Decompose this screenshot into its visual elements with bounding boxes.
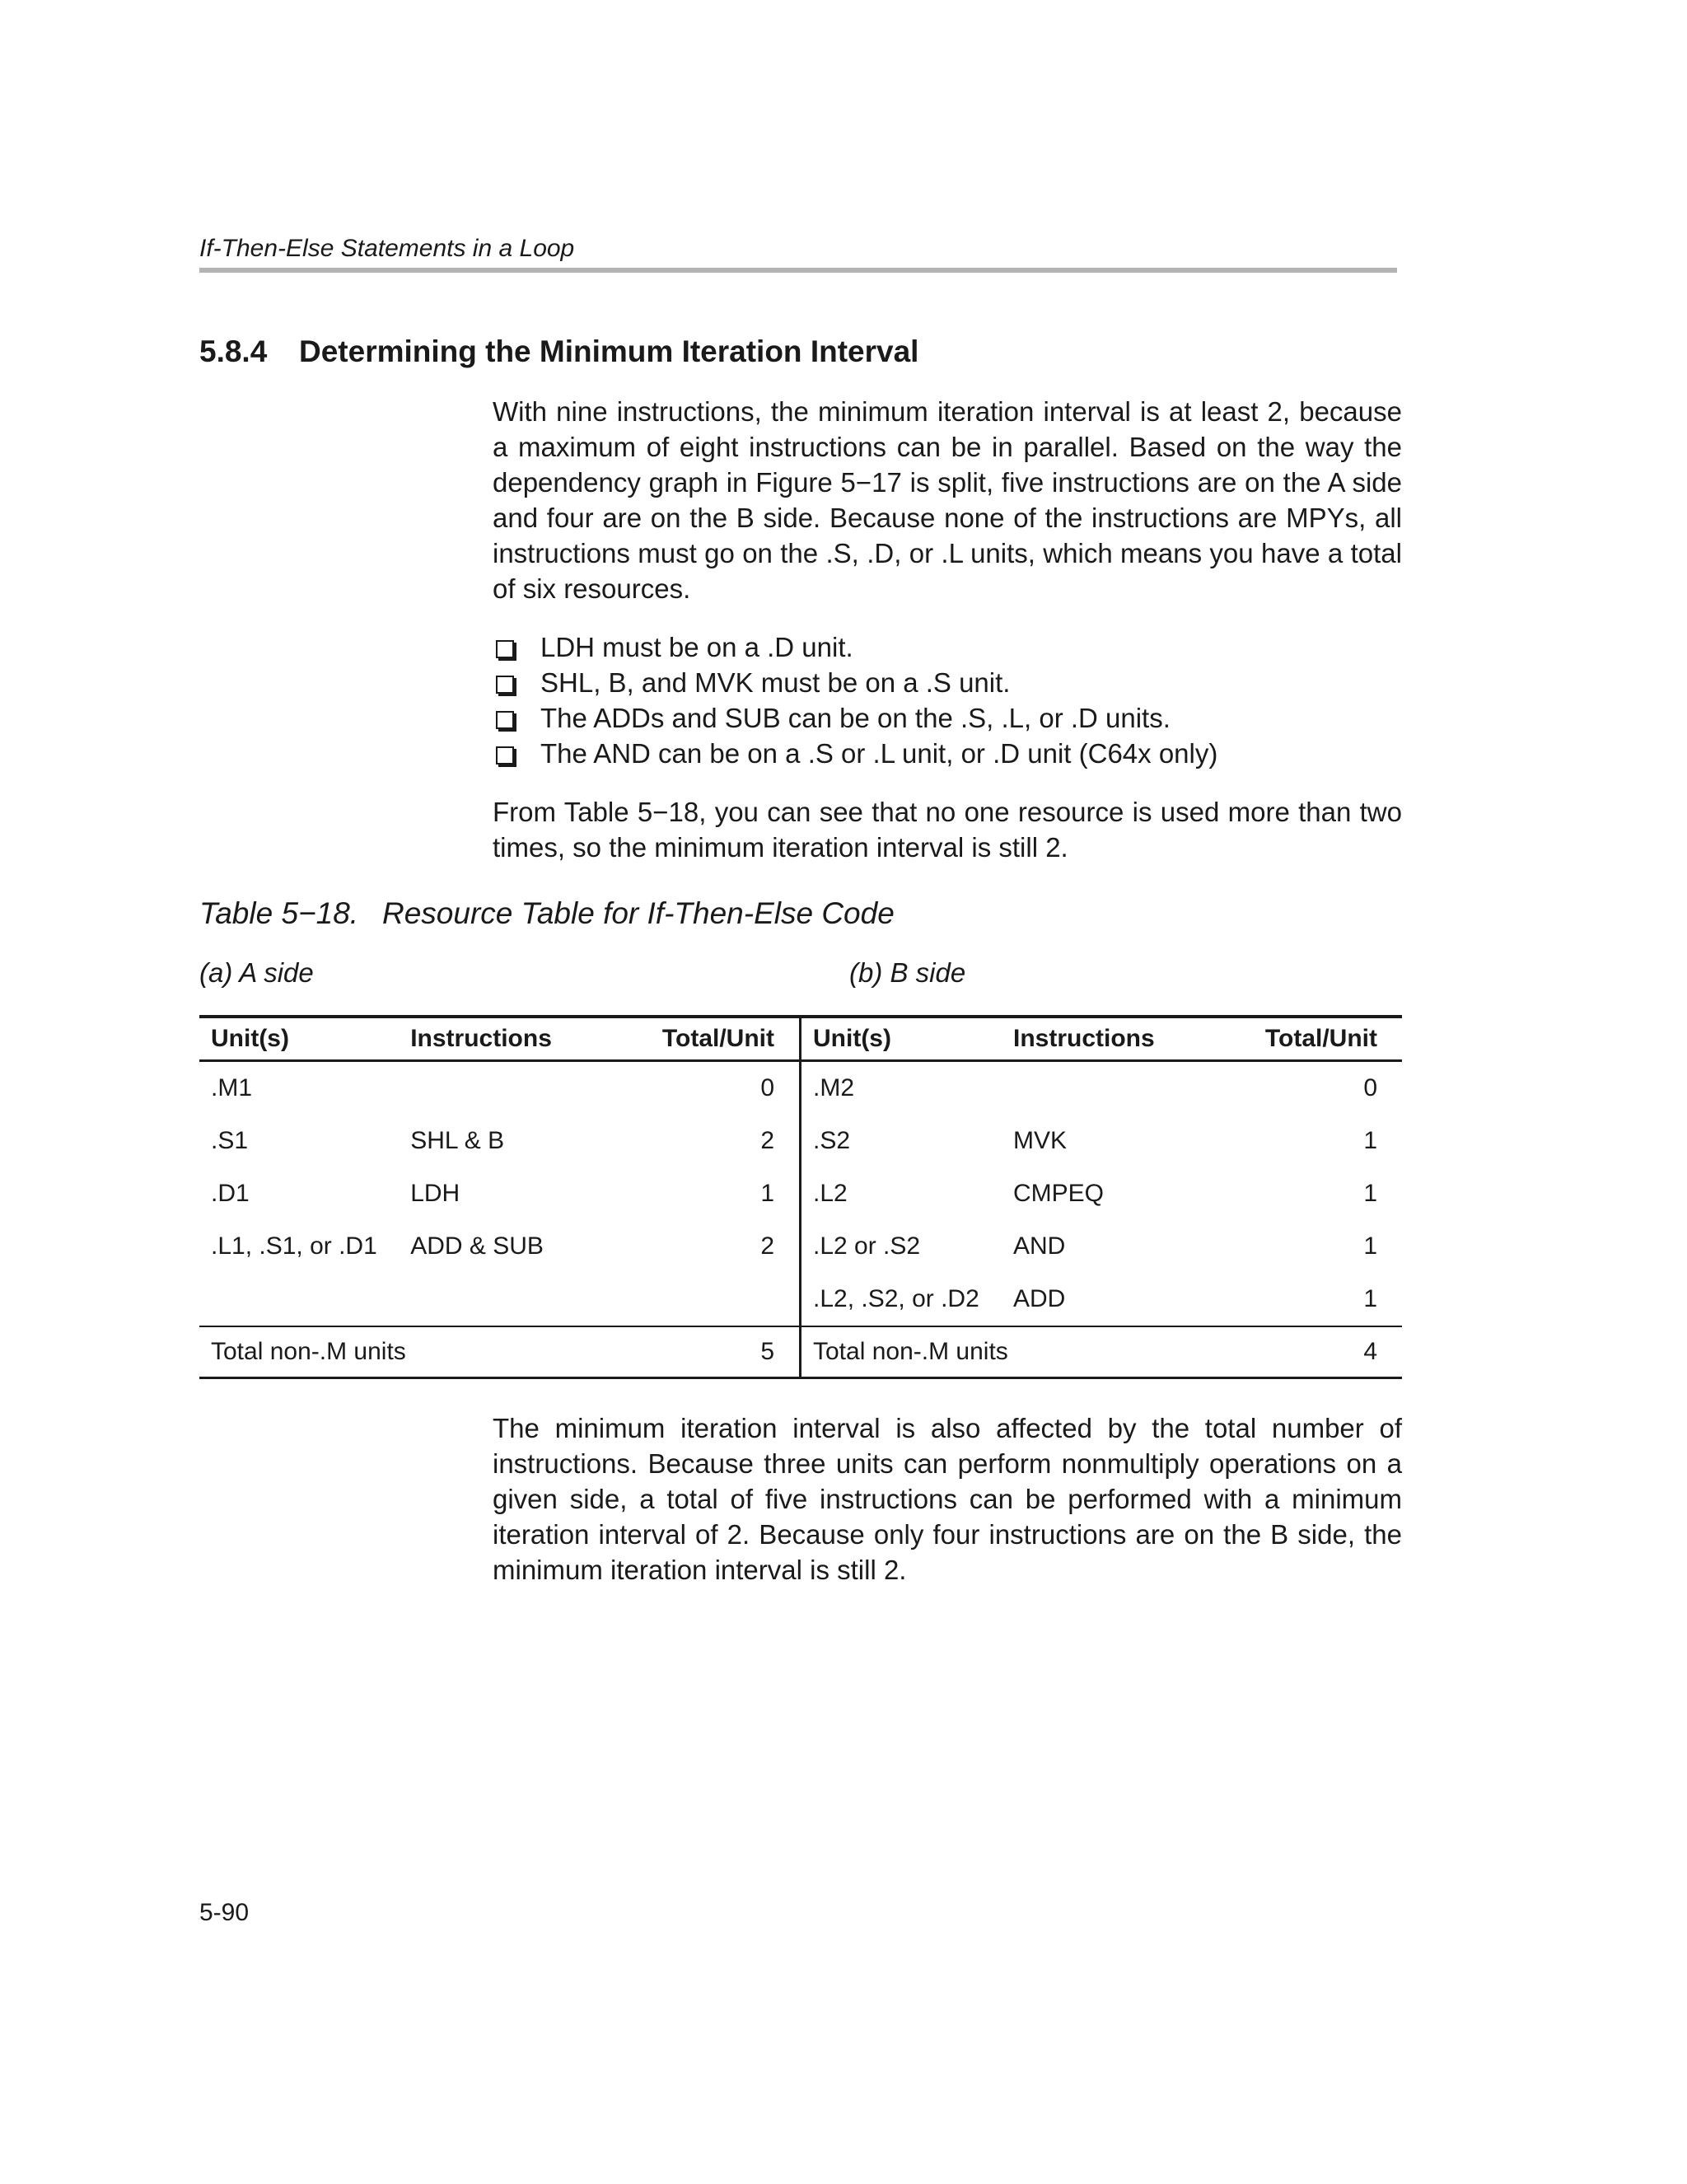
table-row <box>801 1273 1402 1326</box>
section-number: 5.8.4 <box>199 334 268 368</box>
column-header-total: Total/Unit <box>638 1017 801 1061</box>
page-number: 5-90 <box>199 1899 250 1926</box>
cell-unit: .L2 or .S2 <box>813 1232 921 1260</box>
table-footer-row <box>801 1326 1402 1378</box>
cell-instructions <box>399 1273 637 1326</box>
cell-unit: .S2 <box>813 1127 851 1154</box>
cell-unit: .D1 <box>211 1180 250 1207</box>
table-title: Resource Table for If-Then-Else Code <box>382 896 895 930</box>
cell-unit: .L2 <box>813 1180 848 1207</box>
list-item <box>493 665 1402 700</box>
side-a-label: (a) A side <box>199 957 314 988</box>
checkbox-bullet-icon <box>496 640 514 658</box>
footer-label: Total non-.M units <box>199 1326 638 1378</box>
cell-instructions: CMPEQ <box>1013 1180 1105 1207</box>
intro-paragraph-text: With nine instructions, the minimum iteration interval is at least 2, because a maximum of eight instructions can be in parallel. Based on the way the dependency graph in Figure 5−17 is split, five instructions are on the A side and four are on the B side. Because none of the instructions are MPYs, all instructions must go on the .S, .D, or .L units, which means you have a total of six resources. <box>493 396 1402 604</box>
cell-instructions <box>1002 1061 1241 1115</box>
column-header-instructions: Instructions <box>399 1017 637 1061</box>
column-header-total: Total/Unit <box>1241 1017 1402 1061</box>
table-row <box>801 1167 1402 1220</box>
checkbox-bullet-icon <box>496 746 514 765</box>
cell-instructions: SHL & B <box>410 1127 505 1154</box>
table-row <box>199 1061 801 1115</box>
checkbox-bullet-icon <box>496 711 514 729</box>
table-row <box>199 1115 801 1167</box>
running-header: If-Then-Else Statements in a Loop <box>199 235 575 262</box>
table-header-row <box>801 1017 1402 1061</box>
cell-unit: .M2 <box>813 1074 855 1101</box>
bullet-text: LDH must be on a .D unit. <box>540 632 853 662</box>
table-row <box>801 1061 1402 1115</box>
bullet-text: The ADDs and SUB can be on the .S, .L, or .D units. <box>540 703 1171 733</box>
list-item <box>493 736 1402 771</box>
cell-unit: .L1, .S1, or .D1 <box>211 1232 377 1260</box>
resource-table-a-side <box>199 1015 801 1379</box>
cell-unit: .M1 <box>211 1074 253 1101</box>
cell-instructions <box>399 1061 637 1115</box>
cell-unit: .S1 <box>211 1127 249 1154</box>
closing-paragraph-text: The minimum iteration interval is also affected by the total number of instructions. Because three units can perform nonmultiply operations on a given side, a total of five instructions can be performed with a minimum iteration interval of 2. Because only four instructions are on the B side, the minimum iteration interval is still 2. <box>493 1413 1402 1585</box>
cell-total: 2 <box>760 1232 774 1260</box>
table-reference-paragraph <box>493 794 1402 865</box>
cell-total: 2 <box>760 1127 774 1154</box>
section-title: Determining the Minimum Iteration Interval <box>299 334 919 368</box>
footer-total: 4 <box>1241 1326 1402 1378</box>
cell-total: 1 <box>760 1180 774 1207</box>
table-header-row <box>199 1017 801 1061</box>
footer-label: Total non-.M units <box>801 1326 1241 1378</box>
cell-unit: .L2, .S2, or .D2 <box>813 1285 979 1312</box>
table-number: Table 5−18. <box>199 896 359 930</box>
cell-total: 1 <box>1363 1180 1377 1207</box>
table-footer-row <box>199 1326 801 1378</box>
cell-total: 0 <box>760 1074 774 1101</box>
column-header-units: Unit(s) <box>801 1017 1002 1061</box>
cell-unit <box>199 1273 399 1326</box>
footer-total: 5 <box>638 1326 801 1378</box>
bullet-text: SHL, B, and MVK must be on a .S unit. <box>540 667 1011 698</box>
section-heading <box>199 334 918 369</box>
table-row <box>801 1220 1402 1273</box>
cell-instructions: ADD <box>1013 1285 1066 1312</box>
cell-total <box>638 1273 801 1326</box>
table-caption <box>199 896 895 931</box>
resource-table-b-side <box>801 1015 1402 1379</box>
table-row <box>199 1220 801 1273</box>
list-item <box>493 700 1402 736</box>
cell-instructions: MVK <box>1013 1127 1068 1154</box>
cell-total: 1 <box>1363 1232 1377 1260</box>
column-header-units: Unit(s) <box>199 1017 399 1061</box>
bullet-list <box>493 629 1402 771</box>
table-reference-text: From Table 5−18, you can see that no one resource is used more than two times, so the minimum iteration interval is still 2. <box>493 797 1402 863</box>
cell-instructions: ADD & SUB <box>410 1232 544 1260</box>
list-item <box>493 629 1402 665</box>
cell-total: 1 <box>1363 1285 1377 1312</box>
closing-paragraph <box>493 1410 1402 1588</box>
cell-instructions: AND <box>1013 1232 1066 1260</box>
header-rule <box>199 268 1397 273</box>
side-b-label: (b) B side <box>849 957 966 988</box>
intro-paragraph <box>493 394 1402 606</box>
cell-instructions: LDH <box>410 1180 460 1207</box>
column-header-instructions: Instructions <box>1002 1017 1241 1061</box>
table-row <box>199 1273 801 1326</box>
cell-total: 0 <box>1363 1074 1377 1101</box>
table-row <box>199 1167 801 1220</box>
checkbox-bullet-icon <box>496 676 514 694</box>
cell-total: 1 <box>1363 1127 1377 1154</box>
table-row <box>801 1115 1402 1167</box>
bullet-text: The AND can be on a .S or .L unit, or .D unit (C64x only) <box>540 738 1218 769</box>
